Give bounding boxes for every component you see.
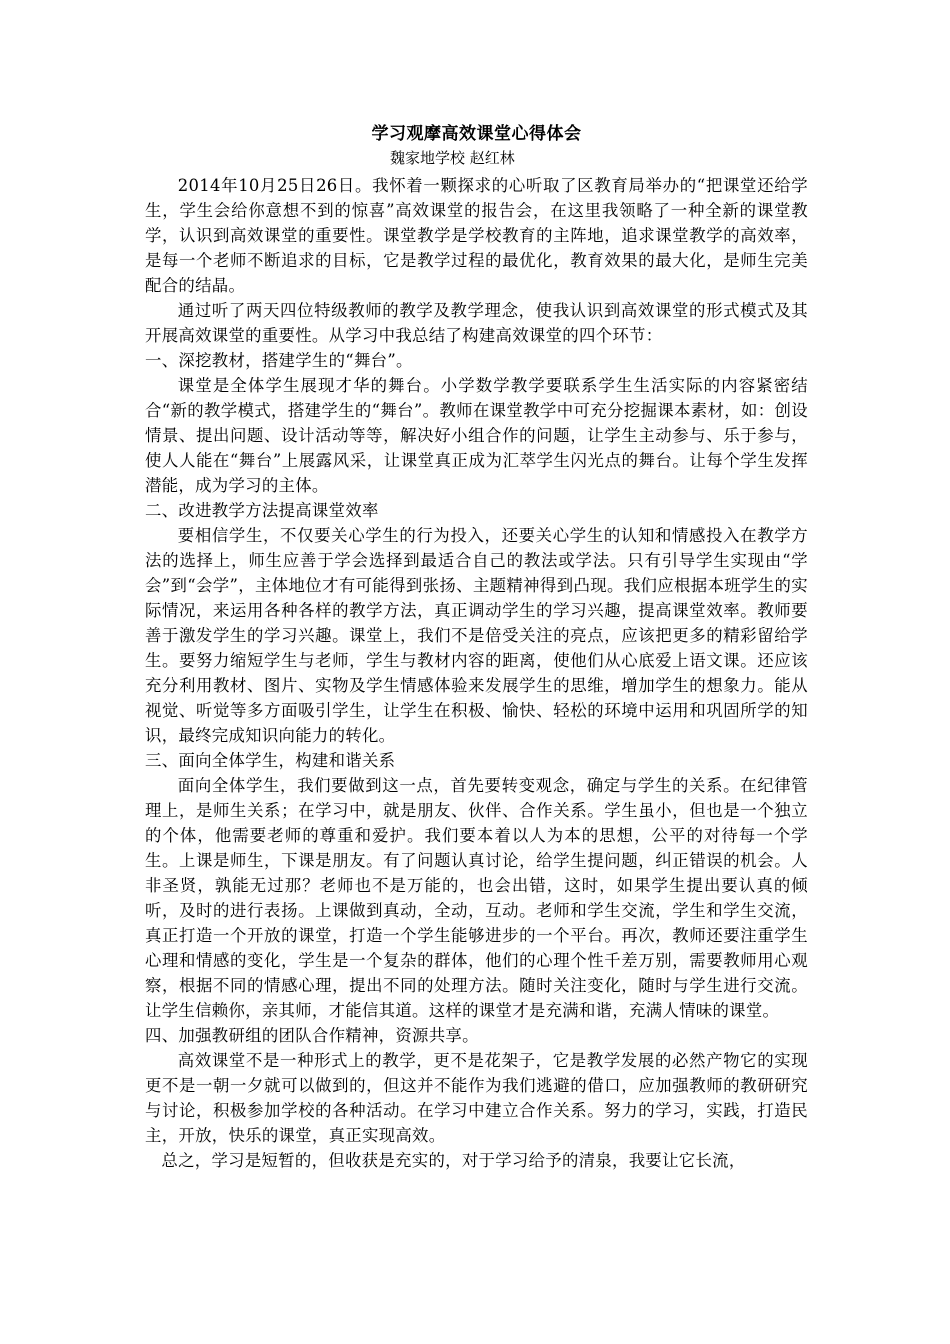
document-title: 学习观摩高效课堂心得体会 <box>371 124 582 144</box>
summary-paragraph: 通过听了两天四位特级教师的教学及教学理念，使我认识到高效课堂的形式模式及其开展高效课堂的重要性。从学习中我总结了构建高效课堂的四个环节： <box>145 301 808 345</box>
section-body-1: 课堂是全体学生展现才华的舞台。小学数学教学要联系学生生活实际的内容紧密结合“新的教学模式，搭建学生的“舞台”。教师在课堂教学中可充分挖掘课本素材，如：创设情景、提出问题、设计活动等等，解决好小组合作的问题，让学生主动参与、乐于参与，使人人能在“舞台”上展露风采，让课堂真正成为汇萃学生闪光点的舞台。让每个学生发挥潜能，成为学习的主体。 <box>145 376 808 495</box>
section-body-4: 高效课堂不是一种形式上的教学，更不是花架子，它是教学发展的必然产物它的实现更不是一朝一夕就可以做到的，但这并不能作为我们逃避的借口，应加强教师的教研研究与讨论，积极参加学校的各种活动。在学习中建立合作关系。努力的学习，实践，打造民主，开放，快乐的课堂，真正实现高效。 <box>145 1051 808 1145</box>
section-heading-4: 四、加强教研组的团队合作精神，资源共享。 <box>145 1026 479 1045</box>
intro-paragraph: 2014年10月25日26日。我怀着一颗探求的心听取了区教育局举办的“把课堂还给学生，学生会给你意想不到的惊喜”高效课堂的报告会，在这里我领略了一种全新的课堂教学，认识到高效课堂的重要性。课堂教学是学校教育的主阵地，追求课堂教学的高效率，是每一个老师不断追求的目标，它是教学过程的最优化，教育效果的最大化，是师生完美配合的结晶。 <box>145 176 808 295</box>
document-author: 魏家地学校 赵红林 <box>390 149 515 167</box>
section-heading-3: 三、面向全体学生，构建和谐关系 <box>145 751 396 770</box>
section-body-2: 要相信学生，不仅要关心学生的行为投入，还要关心学生的认知和情感投入在教学方法的选择上，师生应善于学会选择到最适合自己的教法或学法。只有引导学生实现由“学会”到“会学”，主体地位才有可能得到张扬、主题精神得到凸现。我们应根据本班学生的实际情况，来运用各种各样的教学方法，真正调动学生的学习兴趣，提高课堂效率。教师要善于激发学生的学习兴趣。课堂上，我们不是倍受关注的亮点，应该把更多的精彩留给学生。要努力缩短学生与老师，学生与教材内容的距离，使他们从心底爱上语文课。还应该充分利用教材、图片、实物及学生情感体验来发展学生的思维，增加学生的想象力。能从视觉、听觉等多方面吸引学生，让学生在积极、愉快、轻松的环境中运用和巩固所学的知识，最终完成知识向能力的转化。 <box>145 526 808 745</box>
section-heading-1: 一、深挖教材，搭建学生的“舞台”。 <box>145 351 413 370</box>
document-page <box>145 120 808 1173</box>
section-body-3: 面向全体学生，我们要做到这一点，首先要转变观念，确定与学生的关系。在纪律管理上，是师生关系；在学习中，就是朋友、伙伴、合作关系。学生虽小，但也是一个独立的个体，他需要老师的尊重和爱护。我们要本着以人为本的思想，公平的对待每一个学生。上课是师生，下课是朋友。有了问题认真讨论，给学生提问题，纠正错误的机会。人非圣贤，孰能无过那？老师也不是万能的，也会出错，这时，如果学生提出要认真的倾听，及时的进行表扬。上课做到真动，全动，互动。老师和学生交流，学生和学生交流，真正打造一个开放的课堂，打造一个学生能够进步的一个平台。再次，教师还要注重学生心理和情感的变化，学生是一个复杂的群体，他们的心理个性千差万别，需要教师用心观察，根据不同的情感心理，提出不同的处理方法。随时关注变化，随时与学生进行交流。让学生信赖你，亲其师，才能信其道。这样的课堂才是充满和谐，充满人情味的课堂。 <box>145 776 808 1020</box>
section-heading-2: 二、改进教学方法提高课堂效率 <box>145 501 379 520</box>
closing-paragraph: 总之，学习是短暂的，但收获是充实的，对于学习给予的清泉，我要让它长流， <box>161 1151 746 1170</box>
